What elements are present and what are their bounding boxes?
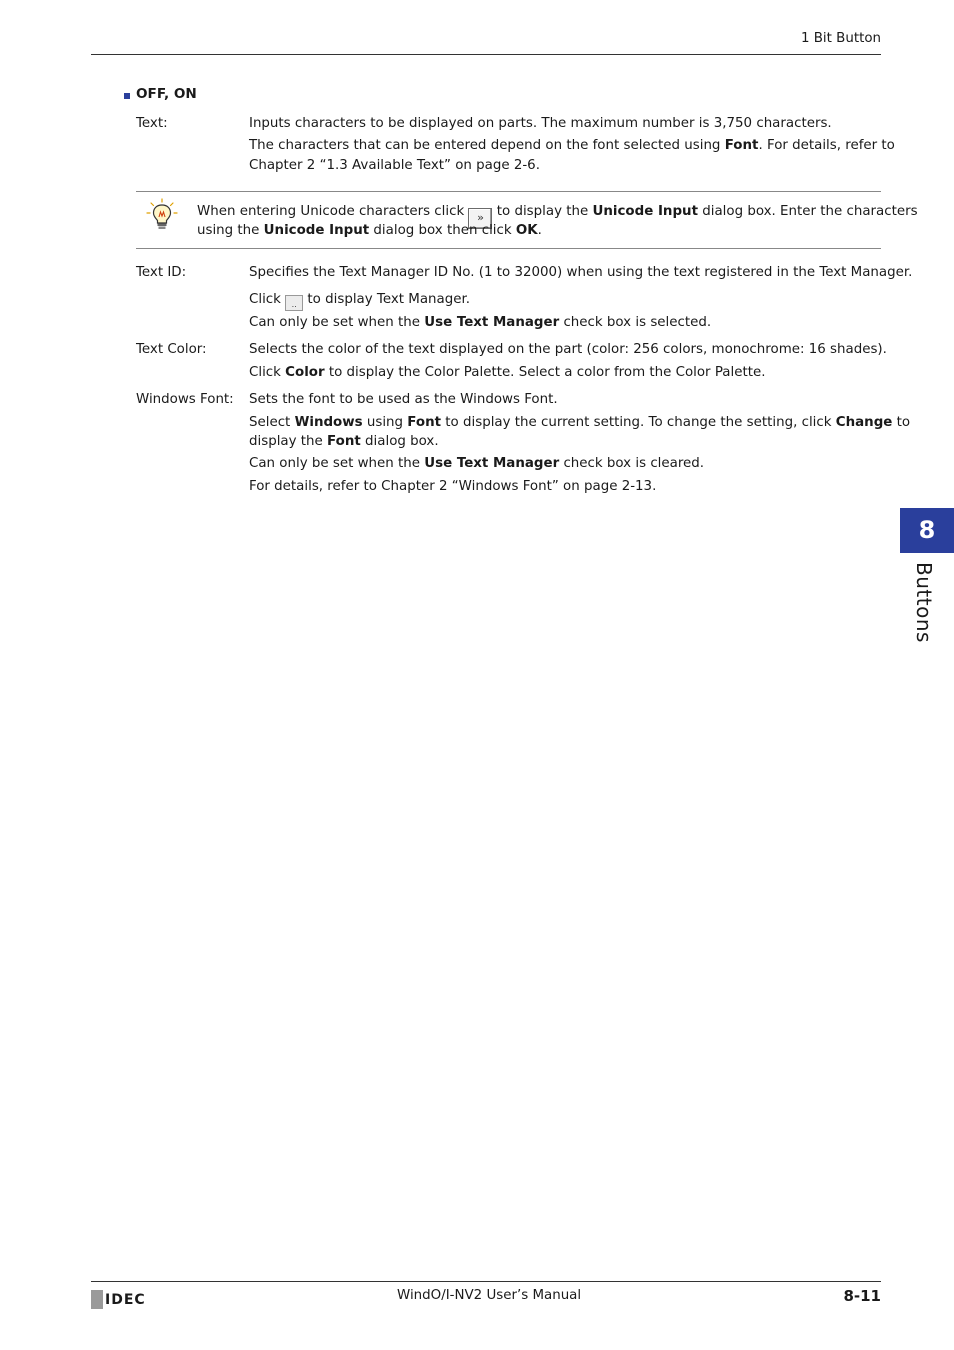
manual-title: WindO/I-NV2 User’s Manual: [397, 1288, 582, 1303]
brand-logo: [91, 1290, 146, 1309]
header-rule: [91, 54, 881, 55]
running-header: 1 Bit Button: [800, 31, 881, 46]
text-color-desc-line2: Click Color to display the Color Palette. Select a color from the Color Palette.: [249, 365, 766, 380]
note-top-rule: [136, 191, 881, 192]
text-id-desc-line2: Click .. to display Text Manager.: [249, 292, 470, 309]
text-id-desc-line3: Can only be set when the Use Text Manager check box is selected.: [249, 315, 712, 330]
logo-text: IDEC: [105, 1291, 146, 1308]
text-color-label: Text Color:: [136, 342, 207, 357]
browse-button-icon: ..: [285, 295, 303, 311]
section-bullet-icon: [124, 93, 130, 99]
note-bottom-rule: [136, 248, 881, 249]
text-desc-line3: Chapter 2 “1.3 Available Text” on page 2-6.: [249, 158, 540, 173]
hint-lightbulb-icon: [146, 198, 178, 232]
chapter-tab-label: Buttons: [912, 562, 936, 643]
windows-font-label: Windows Font:: [136, 392, 234, 407]
windows-font-desc-line4: Can only be set when the Use Text Manager check box is cleared.: [249, 456, 705, 471]
text-desc-line2: The characters that can be entered depend on the font selected using Font. For details, refer to: [249, 138, 895, 153]
text-color-desc-line1: Selects the color of the text displayed on the part (color: 256 colors, monochrome: 16 shades).: [249, 342, 887, 357]
unicode-input-button-icon: »: [468, 208, 492, 229]
windows-font-desc-line5: For details, refer to Chapter 2 “Windows Font” on page 2-13.: [249, 479, 657, 494]
logo-mark-icon: [91, 1290, 103, 1309]
windows-font-desc-line1: Sets the font to be used as the Windows Font.: [249, 392, 558, 407]
chapter-tab-number: 8: [900, 508, 954, 553]
text-id-desc-line1: Specifies the Text Manager ID No. (1 to 32000) when using the text registered in the Text Manager.: [249, 265, 913, 280]
text-label: Text:: [136, 116, 168, 131]
page-number: 8-11: [843, 1287, 881, 1305]
text-id-label: Text ID:: [136, 265, 187, 280]
font-term: Font: [724, 138, 759, 153]
note-line2: using the Unicode Input dialog box then click OK.: [197, 223, 542, 238]
footer-rule: [91, 1281, 881, 1282]
text-desc-line1: Inputs characters to be displayed on parts. The maximum number is 3,750 characters.: [249, 116, 832, 131]
note-line1: When entering Unicode characters click » to display the Unicode Input dialog box. Enter the characters: [197, 204, 918, 229]
windows-font-desc-line3: display the Font dialog box.: [249, 434, 439, 449]
section-title: OFF, ON: [136, 86, 197, 102]
windows-font-desc-line2: Select Windows using Font to display the current setting. To change the setting, click Change to: [249, 415, 911, 430]
